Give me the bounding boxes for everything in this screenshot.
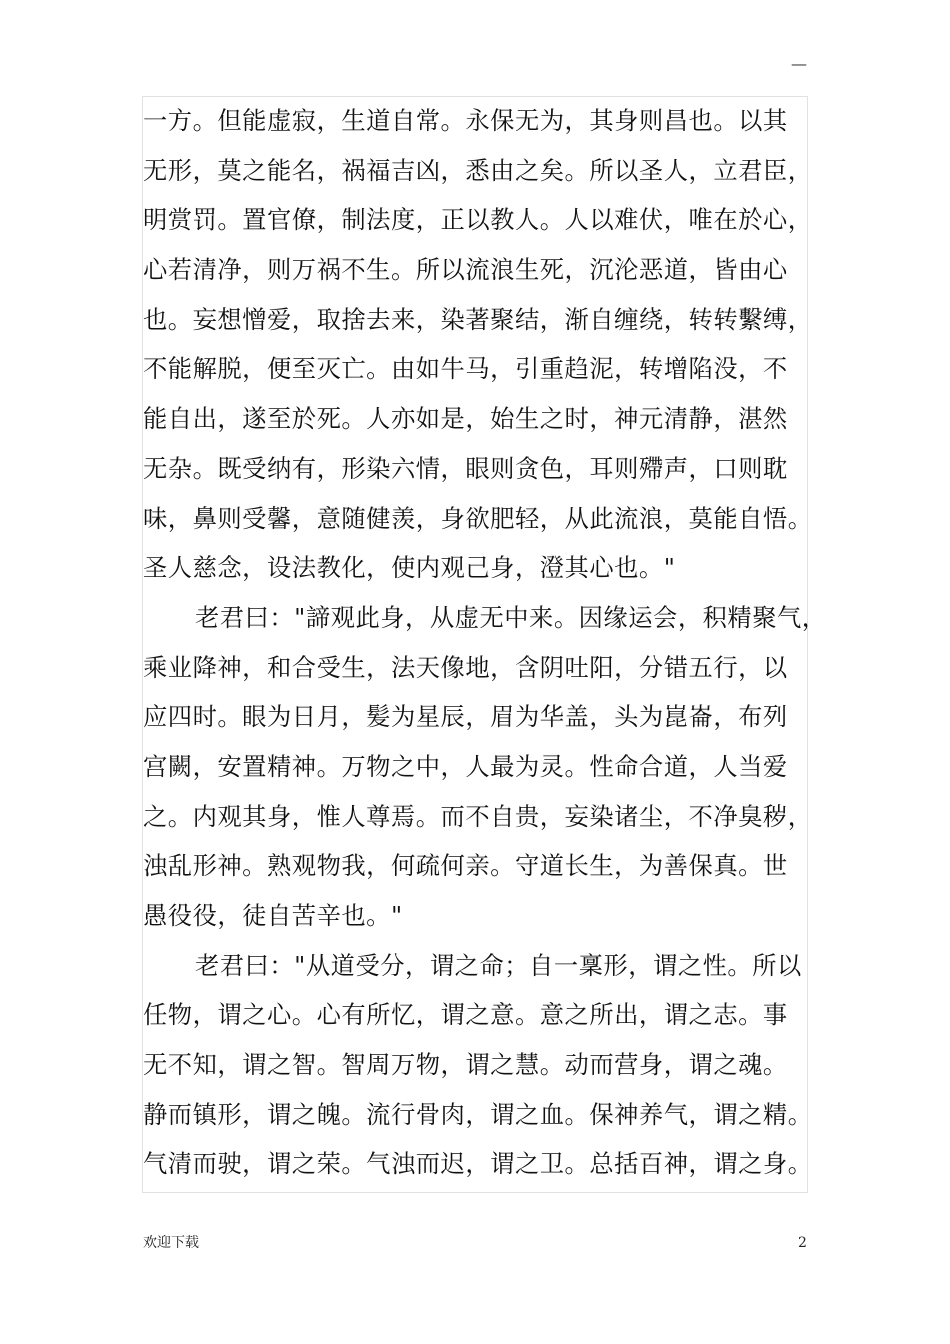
text-line: 圣人慈念，设法教化，使内观己身，澄其心也。": [143, 553, 676, 583]
text-line: 也。妄想憎爱，取捨去来，染著聚结，渐自缠绕，转转繫缚，: [143, 304, 813, 334]
text-line: 明赏罚。置官僚，制法度，正以教人。人以难伏，唯在於心，: [143, 205, 813, 235]
text-line: 无杂。既受纳有，形染六情，眼则贪色，耳则殢声，口则耽: [143, 453, 788, 483]
text-line: 任物，谓之心。心有所忆，谓之意。意之所出，谓之志。事: [143, 1000, 788, 1030]
text-line: 无形，莫之能名，祸福吉凶，悉由之矣。所以圣人，立君臣，: [143, 155, 813, 185]
text-line: 之。内观其身，惟人尊焉。而不自贵，妄染诸尘，不净臭秽，: [143, 801, 813, 831]
footer-download-text: 欢迎下载: [143, 1235, 199, 1251]
header-mark: —: [791, 54, 807, 73]
body-text: [143, 96, 843, 1189]
text-line: 愚役役，徒自苦辛也。": [143, 901, 403, 930]
text-line: 不能解脱，便至灭亡。由如牛马，引重趋泥，转增陷没，不: [143, 354, 788, 384]
text-line: 心若清净，则万祸不生。所以流浪生死，沉沦恶道，皆由心: [143, 255, 788, 285]
text-line: 应四时。眼为日月，髪为星辰，眉为华盖，头为崑崙，布列: [143, 702, 788, 732]
paragraph-start-line: 老君曰："从道受分，谓之命；自一稟形，谓之性。所以: [195, 950, 802, 980]
text-line: 浊乱形神。熟观物我，何疏何亲。守道长生，为善保真。世: [143, 851, 788, 881]
text-line: 气清而驶，谓之荣。气浊而迟，谓之卫。总括百神，谓之身。: [143, 1149, 813, 1179]
text-line: 能自出，遂至於死。人亦如是，始生之时，神元清静，湛然: [143, 404, 788, 434]
text-line: 静而镇形，谓之魄。流行骨肉，谓之血。保神养气，谓之精。: [143, 1099, 813, 1129]
text-line: 无不知，谓之智。智周万物，谓之慧。动而营身，谓之魂。: [143, 1050, 788, 1080]
paragraph-start-line: 老君曰："諦观此身，从虚无中来。因缘运会，积精聚气，: [195, 602, 827, 632]
text-line: 一方。但能虚寂，生道自常。永保无为，其身则昌也。以其: [143, 106, 788, 135]
page-number: 2: [798, 1235, 807, 1251]
text-line: 宫闕，安置精神。万物之中，人最为灵。性命合道，人当爱: [143, 751, 788, 781]
text-line: 乘业降神，和合受生，法天像地，含阴吐阳，分错五行，以: [143, 652, 788, 682]
text-line: 味，鼻则受馨，意随健羡，身欲肥轻，从此流浪，莫能自悟。: [143, 503, 813, 533]
